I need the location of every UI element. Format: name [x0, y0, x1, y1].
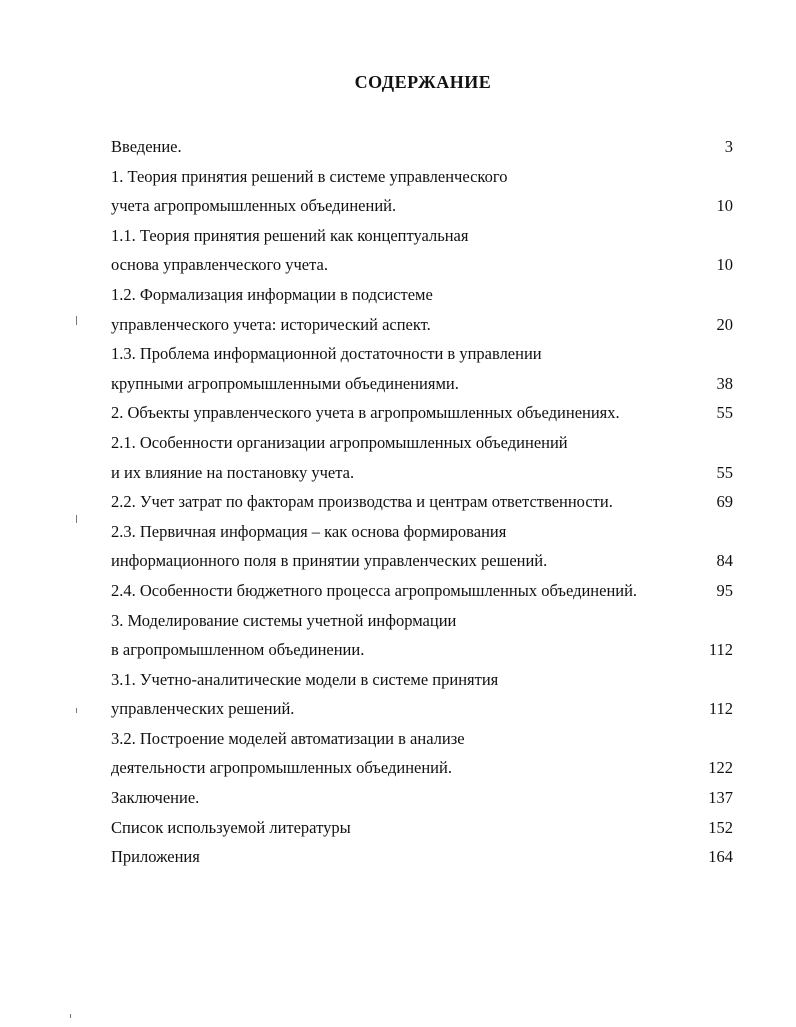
toc-entry-text: 2.2. Учет затрат по факторам производства и центрам ответственности. — [111, 492, 613, 512]
scan-speck — [70, 1014, 71, 1018]
toc-page-number: 69 — [716, 492, 733, 512]
toc-line — [111, 339, 751, 369]
toc-line — [111, 576, 751, 606]
toc-entry-text: основа управленческого учета. — [111, 255, 328, 275]
toc-page-number: 20 — [716, 314, 733, 334]
toc-line — [111, 132, 751, 162]
toc-entry-text: 2.3. Первичная информация – как основа формирования — [111, 521, 507, 541]
toc-line — [111, 517, 751, 547]
toc-line — [111, 635, 751, 665]
toc-line — [111, 694, 751, 724]
toc-page-number: 112 — [708, 640, 733, 660]
toc-entry-text: Введение. — [111, 137, 182, 156]
toc-line — [111, 398, 751, 428]
toc-line — [111, 280, 751, 310]
toc-entry-text: и их влияние на постановку учета. — [111, 462, 355, 482]
toc-line — [111, 458, 751, 488]
toc-page-number: 3 — [724, 137, 733, 156]
toc-entry-text: крупными агропромышленными объединениями. — [111, 373, 459, 393]
scan-speck — [76, 708, 77, 713]
toc-page-number: 55 — [716, 403, 733, 423]
toc-line — [111, 487, 751, 517]
toc-page-number: 137 — [708, 788, 733, 808]
toc-line — [111, 813, 751, 843]
scan-speck — [76, 515, 77, 523]
scan-speck — [76, 316, 77, 325]
toc-entry-text: 1.2. Формализация информации в подсистеме — [111, 284, 433, 304]
toc-entry-text: Список используемой литературы — [111, 817, 351, 837]
toc-line — [111, 310, 751, 340]
toc-entry-text: 2.1. Особенности организации агропромышленных объединений — [111, 432, 568, 452]
toc-page-number: 122 — [708, 758, 733, 778]
toc-entry-text: 3.2. Построение моделей автоматизации в анализе — [111, 728, 465, 748]
toc-page-number: 152 — [708, 817, 733, 837]
toc-entry-text: Приложения — [111, 847, 200, 867]
toc-line — [111, 546, 751, 576]
toc-page-number: 38 — [716, 373, 733, 393]
toc-entry-text: информационного поля в принятии управленческих решений. — [111, 551, 548, 571]
toc-line — [111, 606, 751, 636]
toc-page-number: 112 — [708, 699, 733, 719]
toc-page-number: 164 — [708, 847, 733, 867]
toc-page-number: 10 — [716, 255, 733, 275]
toc-line — [111, 162, 751, 192]
toc-entry-text: Заключение. — [111, 788, 200, 808]
toc-entry-text: 3. Моделирование системы учетной информации — [111, 610, 457, 630]
toc-line — [111, 369, 751, 399]
toc-line — [111, 665, 751, 695]
toc-entry-text: 3.1. Учетно-аналитические модели в системе принятия — [111, 669, 499, 689]
toc-line — [111, 191, 751, 221]
table-of-contents — [111, 132, 751, 872]
toc-entry-text: деятельности агропромышленных объединений. — [111, 758, 452, 778]
toc-line — [111, 221, 751, 251]
toc-entry-text: 1.1. Теория принятия решений как концептуальная — [111, 225, 469, 245]
toc-entry-text: управленческого учета: исторический аспект. — [111, 314, 431, 334]
toc-page-number: 84 — [716, 551, 733, 571]
toc-entry-text: учета агропромышленных объединений. — [111, 196, 397, 216]
toc-line — [111, 250, 751, 280]
toc-entry-text: 2. Объекты управленческого учета в агропромышленных объединениях. — [111, 403, 620, 423]
toc-entry-text: управленческих решений. — [111, 699, 295, 719]
toc-page-number: 55 — [716, 462, 733, 482]
toc-page-number: 10 — [716, 196, 733, 216]
toc-line — [111, 428, 751, 458]
toc-line — [111, 783, 751, 813]
page-title: СОДЕРЖАНИЕ — [354, 72, 492, 92]
toc-entry-text: в агропромышленном объединении. — [111, 640, 365, 660]
toc-entry-text: 1.3. Проблема информационной достаточности в управлении — [111, 344, 542, 364]
toc-line — [111, 724, 751, 754]
toc-page-number: 95 — [716, 580, 733, 600]
toc-line — [111, 753, 751, 783]
toc-line — [111, 842, 751, 872]
toc-entry-text: 1. Теория принятия решений в системе управленческого — [111, 166, 508, 186]
toc-entry-text: 2.4. Особенности бюджетного процесса агропромышленных объединений. — [111, 580, 638, 600]
